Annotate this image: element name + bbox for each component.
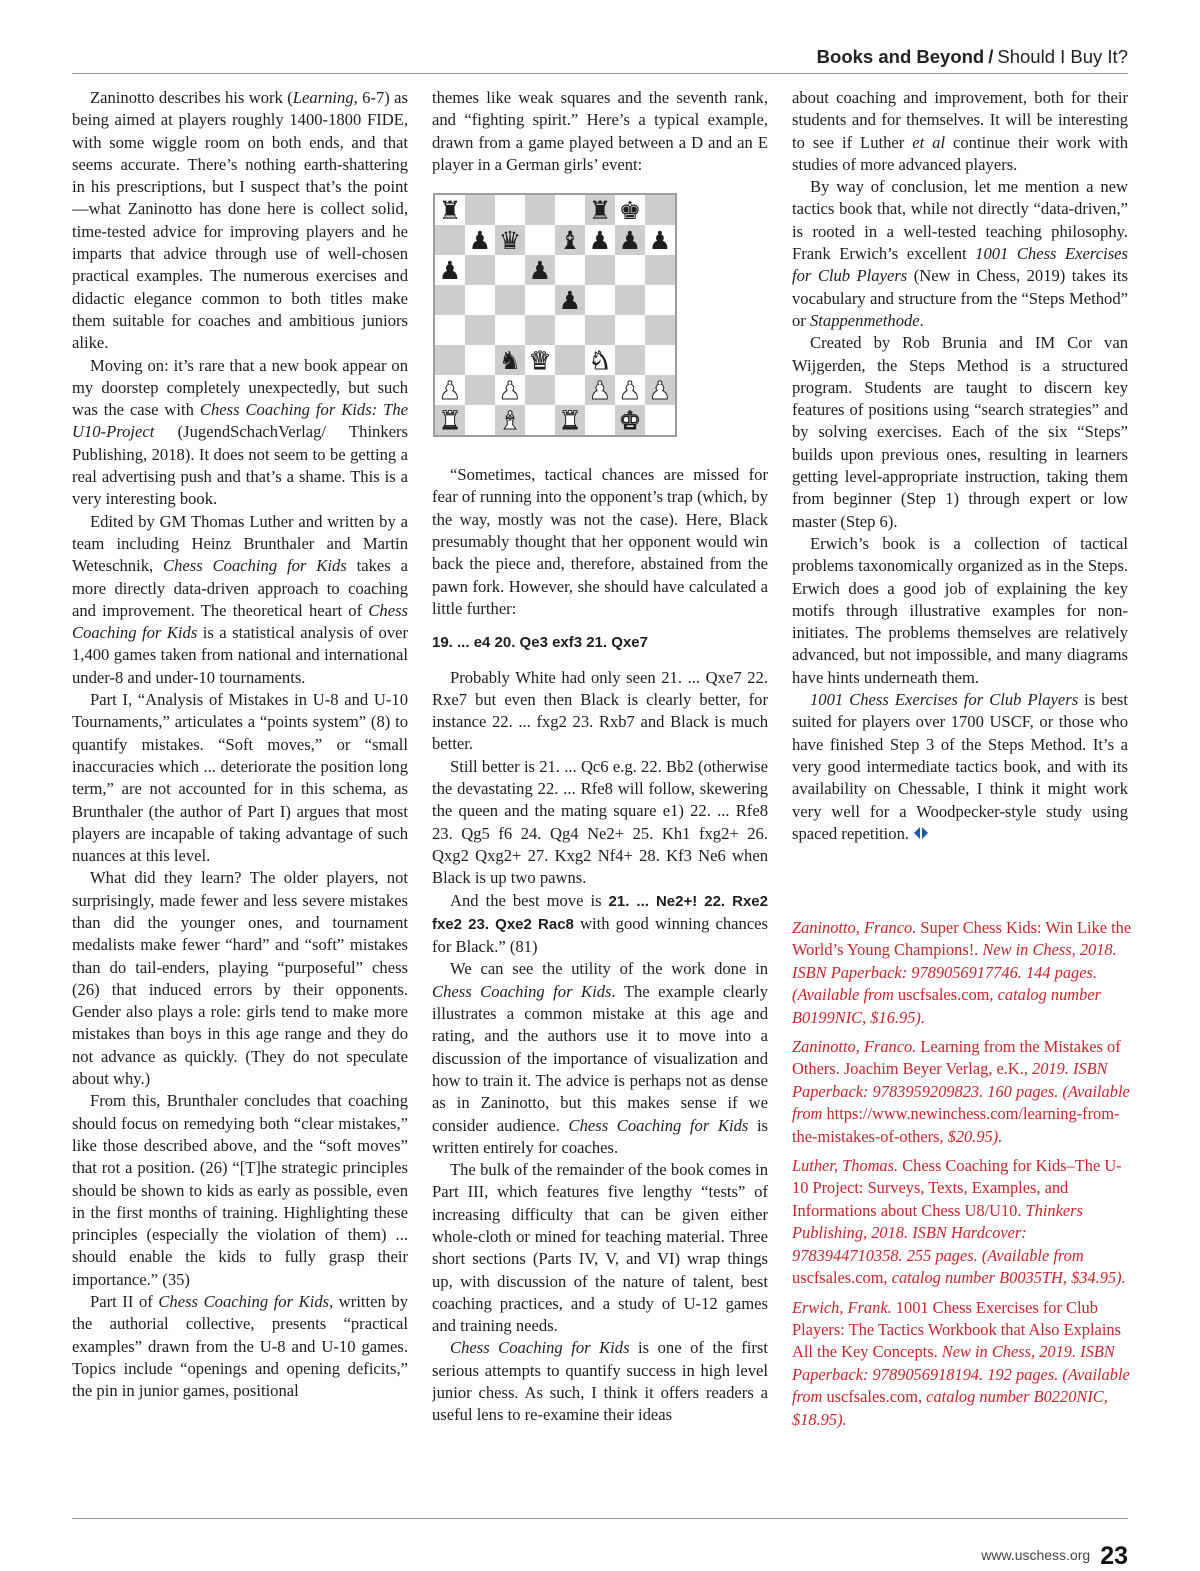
column-2: [432, 87, 768, 1427]
board-square: [555, 195, 585, 225]
white-bishop-icon: ♝: [498, 405, 522, 435]
board-square: [645, 225, 675, 255]
board-square: [615, 345, 645, 375]
black-pawn-icon: ♟: [648, 225, 672, 255]
board-square: [555, 225, 585, 255]
board-square: [555, 405, 585, 435]
game-moves: 19. ... e4 20. Qe3 exf3 21. Qxe7: [432, 634, 648, 652]
board-square: [435, 195, 465, 225]
board-square: [645, 405, 675, 435]
paragraph: By way of conclusion, let me mention a new tactics book that, while not directly “data-driven,” is rooted in a well-tested teaching philosophy. Frank Erwich’s excellent 1001 Chess Exercises for Club Players (New in Chess, 2019) takes its vocabulary and structure from the “Steps Method” or Stappenmethode.: [792, 177, 1128, 330]
black-pawn-icon: ♟: [438, 255, 462, 285]
board-square: [645, 255, 675, 285]
page-number: 23: [1100, 1542, 1128, 1570]
footer-rule: [72, 1518, 1128, 1519]
board-square: [585, 195, 615, 225]
header-separator: /: [988, 46, 994, 67]
board-square: [615, 195, 645, 225]
paragraph: 1001 Chess Exercises for Club Players is best suited for players over 1700 USCF, or those who have finished Step 3 of the Steps Method. It’s a very good intermediate tactics book, and with its availability on Chessable, I think it might work very well for a Woodpecker-style study using spaced repetition.: [792, 690, 1128, 843]
paragraph: Part II of Chess Coaching for Kids, written by the authorial collective, presents “practical examples” drawn from the U-8 and U-10 games. Topics include “openings and opening deficits,” the pin in junior games, positional: [72, 1292, 408, 1401]
board-square: [495, 285, 525, 315]
board-square: [615, 285, 645, 315]
board-square: [615, 315, 645, 345]
board-square: [435, 375, 465, 405]
paragraph: From this, Brunthaler concludes that coaching should focus on remedying both “clear mistakes,” like those described above, and the “soft moves” that rot a position. (26) “[T]he strategic principles should be shown to kids as early as possible, even in the first months of training. Highlighting these principles (especially the violation of them) ... should enable the kids to fully grasp their importance.” (35): [72, 1091, 408, 1289]
board-square: [495, 405, 525, 435]
white-knight-icon: ♞: [588, 345, 612, 375]
board-square: [585, 285, 615, 315]
board-square: [465, 345, 495, 375]
board-square: [615, 375, 645, 405]
header-subsection: Should I Buy It?: [997, 46, 1128, 67]
chess-diagram: [433, 193, 677, 437]
diamond-arrows-icon: [913, 826, 929, 840]
reference-entry: Zaninotto, Franco. Super Chess Kids: Win Like the World’s Young Champions!. New in Chess, 2018. ISBN Paperback: 9789056917746. 144 pages. (Available from uscfsales.com, catalog number B0199NIC, $16.95).: [792, 918, 1132, 1027]
board-square: [435, 315, 465, 345]
white-pawn-icon: ♟: [588, 375, 612, 405]
book-references: [792, 917, 1132, 1438]
paragraph: Part I, “Analysis of Mistakes in U-8 and U-10 Tournaments,” articulates a “points system” (8) to quantify mistakes. “Soft moves,” or “small inaccuracies which ... deteriorate the position long term,” are not accounted for in this schema, as Brunthaler (the author of Part I) argues that most players are incapable of taking advantage of such nuances at this level.: [72, 690, 408, 866]
header-section: Books and Beyond: [816, 46, 985, 67]
board-square: [465, 195, 495, 225]
board-square: [585, 255, 615, 285]
reference-entry: Zaninotto, Franco. Learning from the Mistakes of Others. Joachim Beyer Verlag, e.K., 2019. ISBN Paperback: 9783959209823. 160 pages. (Available from https://www.newinchess.com/learning-from-the-mistakes-of-others, $20.95).: [792, 1037, 1130, 1146]
paragraph: about coaching and improvement, both for their students and for themselves. It will be interesting to see if Luther et al continue their work with studies of more advanced players.: [792, 88, 1128, 174]
white-pawn-icon: ♟: [648, 375, 672, 405]
board-square: [615, 405, 645, 435]
paragraph: We can see the utility of the work done in Chess Coaching for Kids. The example clearly illustrates a common mistake at this age and rating, and the authors use it to move into a discussion of the importance of visualization and how to train it. The advice is perhaps not as dense as in Zaninotto, but this makes sense if we consider audience. Chess Coaching for Kids is written entirely for coaches.: [432, 959, 768, 1157]
white-pawn-icon: ♟: [498, 375, 522, 405]
board-square: [495, 375, 525, 405]
black-pawn-icon: ♟: [528, 255, 552, 285]
board-square: [495, 315, 525, 345]
board-square: [525, 345, 555, 375]
running-header: [817, 46, 1128, 68]
reference-link[interactable]: https://www.newinchess.com/learning-from-the-mistakes-of-others: [792, 1104, 1120, 1146]
board-square: [585, 405, 615, 435]
white-pawn-icon: ♟: [438, 375, 462, 405]
board-square: [495, 345, 525, 375]
board-square: [585, 375, 615, 405]
black-knight-icon: ♞: [498, 345, 522, 375]
board-square: [465, 315, 495, 345]
board-square: [525, 315, 555, 345]
reference-entry: Luther, Thomas. Chess Coaching for Kids–The U-10 Project: Surveys, Texts, Examples, and Informations about Chess U8/U10. Thinkers Publishing, 2018. ISBN Hardcover: 9783944710358. 255 pages. (Available from uscfsales.com, catalog number B0035TH, $34.95).: [792, 1156, 1126, 1288]
board-square: [465, 225, 495, 255]
white-rook-icon: ♜: [558, 405, 582, 435]
paragraph: “Sometimes, tactical chances are missed for fear of running into the opponent’s trap (which, by the way, mostly was not the case). Here, Black presumably thought that her opponent would win back the piece and, therefore, abstained from the pawn fork. However, she should have calculated a little further:: [432, 465, 768, 618]
reference-link[interactable]: uscfsales.com: [897, 985, 990, 1005]
board-square: [555, 375, 585, 405]
board-square: [525, 255, 555, 285]
white-king-icon: ♚: [618, 405, 642, 435]
board-square: [435, 225, 465, 255]
black-pawn-icon: ♟: [468, 225, 492, 255]
paragraph: Created by Rob Brunia and IM Cor van Wijgerden, the Steps Method is a structured program. Students are taught to discern key features of positions using “search strategies” and by solving exercises. Each of the six “Steps” builds upon previous ones, resulting in learners getting level-appropriate instruction, taking them from beginner (Step 1) through expert or low master (Step 6).: [792, 333, 1128, 531]
black-bishop-icon: ♝: [558, 225, 582, 255]
column-1: [72, 87, 408, 1403]
reference-link[interactable]: uscfsales.com: [792, 1268, 884, 1288]
board-square: [525, 375, 555, 405]
board-square: [645, 345, 675, 375]
white-queen-icon: ♛: [528, 345, 552, 375]
black-pawn-icon: ♟: [558, 285, 582, 315]
board-square: [645, 375, 675, 405]
paragraph: Moving on: it’s rare that a new book appear on my doorstep completely unexpectedly, but such was the case with Chess Coaching for Kids: The U10-Project (JugendSchachVerlag/ Thinkers Publishing, 2018). It does not seem to be getting a real advertising push and that’s a shame. This is a very interesting book.: [72, 355, 408, 509]
board-square: [555, 255, 585, 285]
board-square: [435, 255, 465, 285]
board-square: [525, 405, 555, 435]
board-square: [465, 285, 495, 315]
board-square: [645, 195, 675, 225]
black-pawn-icon: ♟: [588, 225, 612, 255]
white-rook-icon: ♜: [438, 405, 462, 435]
board-square: [615, 225, 645, 255]
board-square: [645, 285, 675, 315]
board-square: [435, 285, 465, 315]
paragraph: Chess Coaching for Kids is one of the first serious attempts to quantify success in high level junior chess. As such, I think it offers readers a useful lens to re-examine their ideas: [432, 1338, 768, 1425]
board-square: [525, 195, 555, 225]
page-footer: [981, 1542, 1128, 1571]
board-square: [615, 255, 645, 285]
board-square: [555, 315, 585, 345]
paragraph: themes like weak squares and the seventh rank, and “fighting spirit.” Here’s a typical example, drawn from a game played between a D and an E player in a German girls’ event:: [432, 88, 768, 174]
board-square: [585, 345, 615, 375]
paragraph: What did they learn? The older players, not surprisingly, made fewer and less severe mistakes than did the younger ones, and tournament medalists make fewer “hard” and “soft” mistakes than do tail-enders, playing “purposeful” chess (26) that induced errors by their opponents. Gender also plays a role: girls tend to make more mistakes than boys in this age range and they do not advance as quickly. (They do not speculate about why.): [72, 868, 408, 1089]
paragraph: Zaninotto describes his work (Learning, 6-7) as being aimed at players roughly 1400-1800 FIDE, with some wiggle room on both ends, and that seems accurate. There’s nothing earth-shattering in his prescriptions, but I suspect that’s the point—what Zaninotto has done here is collect solid, time-tested advice for improving players and he imparts that advice through use of well-chosen practical examples. The numerous exercises and didactic elegance common to both titles make them suitable for coaches and ambitious juniors alike.: [72, 88, 408, 353]
header-rule: [72, 73, 1128, 74]
paragraph: And the best move is 21. ... Ne2+! 22. Rxe2 fxe2 23. Qxe2 Rac8 with good winning chances for Black.” (81): [432, 890, 768, 957]
board-square: [645, 315, 675, 345]
paragraph: Probably White had only seen 21. ... Qxe7 22. Rxe7 but even then Black is clearly better, for instance 22. ... fxg2 23. Rxb7 and Black is much better.: [432, 667, 768, 754]
black-pawn-icon: ♟: [618, 225, 642, 255]
paragraph: The bulk of the remainder of the book comes in Part III, which features five lengthy “tests” of increasing difficulty that can be given either whole-cloth or mined for teaching material. Three short sections (Parts IV, V, and VI) wrap things up, with discussion of the nature of talent, best coaching practices, and a study of U-12 games and training needs.: [432, 1160, 768, 1336]
board-square: [585, 315, 615, 345]
black-rook-icon: ♜: [588, 195, 612, 225]
reference-link[interactable]: uscfsales.com: [826, 1387, 918, 1407]
black-queen-icon: ♛: [498, 225, 522, 255]
board-square: [525, 225, 555, 255]
reference-entry: Erwich, Frank. 1001 Chess Exercises for Club Players: The Tactics Workbook that Also Explains All the Key Concepts. New in Chess, 2019. ISBN Paperback: 9789056918194. 192 pages. (Available from uscfsales.com, catalog number B0220NIC, $18.95).: [792, 1297, 1130, 1429]
board-square: [555, 285, 585, 315]
paragraph: Edited by GM Thomas Luther and written by a team including Heinz Brunthaler and Martin Weteschnik, Chess Coaching for Kids takes a more directly data-driven approach to coaching and improvement. The theoretical heart of Chess Coaching for Kids is a statistical analysis of over 1,400 games taken from national and international under-8 and under-10 tournaments.: [72, 511, 408, 687]
board-square: [495, 225, 525, 255]
white-pawn-icon: ♟: [618, 375, 642, 405]
column-3: [792, 87, 1128, 845]
board-square: [435, 345, 465, 375]
black-rook-icon: ♜: [438, 195, 462, 225]
board-square: [465, 255, 495, 285]
board-square: [465, 375, 495, 405]
board-square: [585, 225, 615, 255]
board-square: [495, 195, 525, 225]
board-square: [555, 345, 585, 375]
paragraph: Erwich’s book is a collection of tactical problems taxonomically organized as in the Steps. Erwich does a good job of explaining the key motifs through illustrative examples for non-initiates. The problems themselves are relatively advanced, but not impossible, and many diagrams have hints underneath them.: [792, 533, 1128, 687]
black-king-icon: ♚: [618, 195, 642, 225]
board-square: [495, 255, 525, 285]
board-square: [525, 285, 555, 315]
board-square: [465, 405, 495, 435]
footer-url[interactable]: www.uschess.org: [981, 1547, 1091, 1563]
board-square: [435, 405, 465, 435]
paragraph: Still better is 21. ... Qc6 e.g. 22. Bb2 (otherwise the devastating 22. ... Rfe8 will follow, skewering the queen and the mating square e1) 22. ... Rfe8 23. Qg5 f6 24. Qg4 Ne2+ 25. Kh1 fxg2+ 26. Qxg2 Qxg2+ 27. Kxg2 Nf4+ 28. Kf3 Ne6 when Black is up two pawns.: [432, 756, 768, 888]
